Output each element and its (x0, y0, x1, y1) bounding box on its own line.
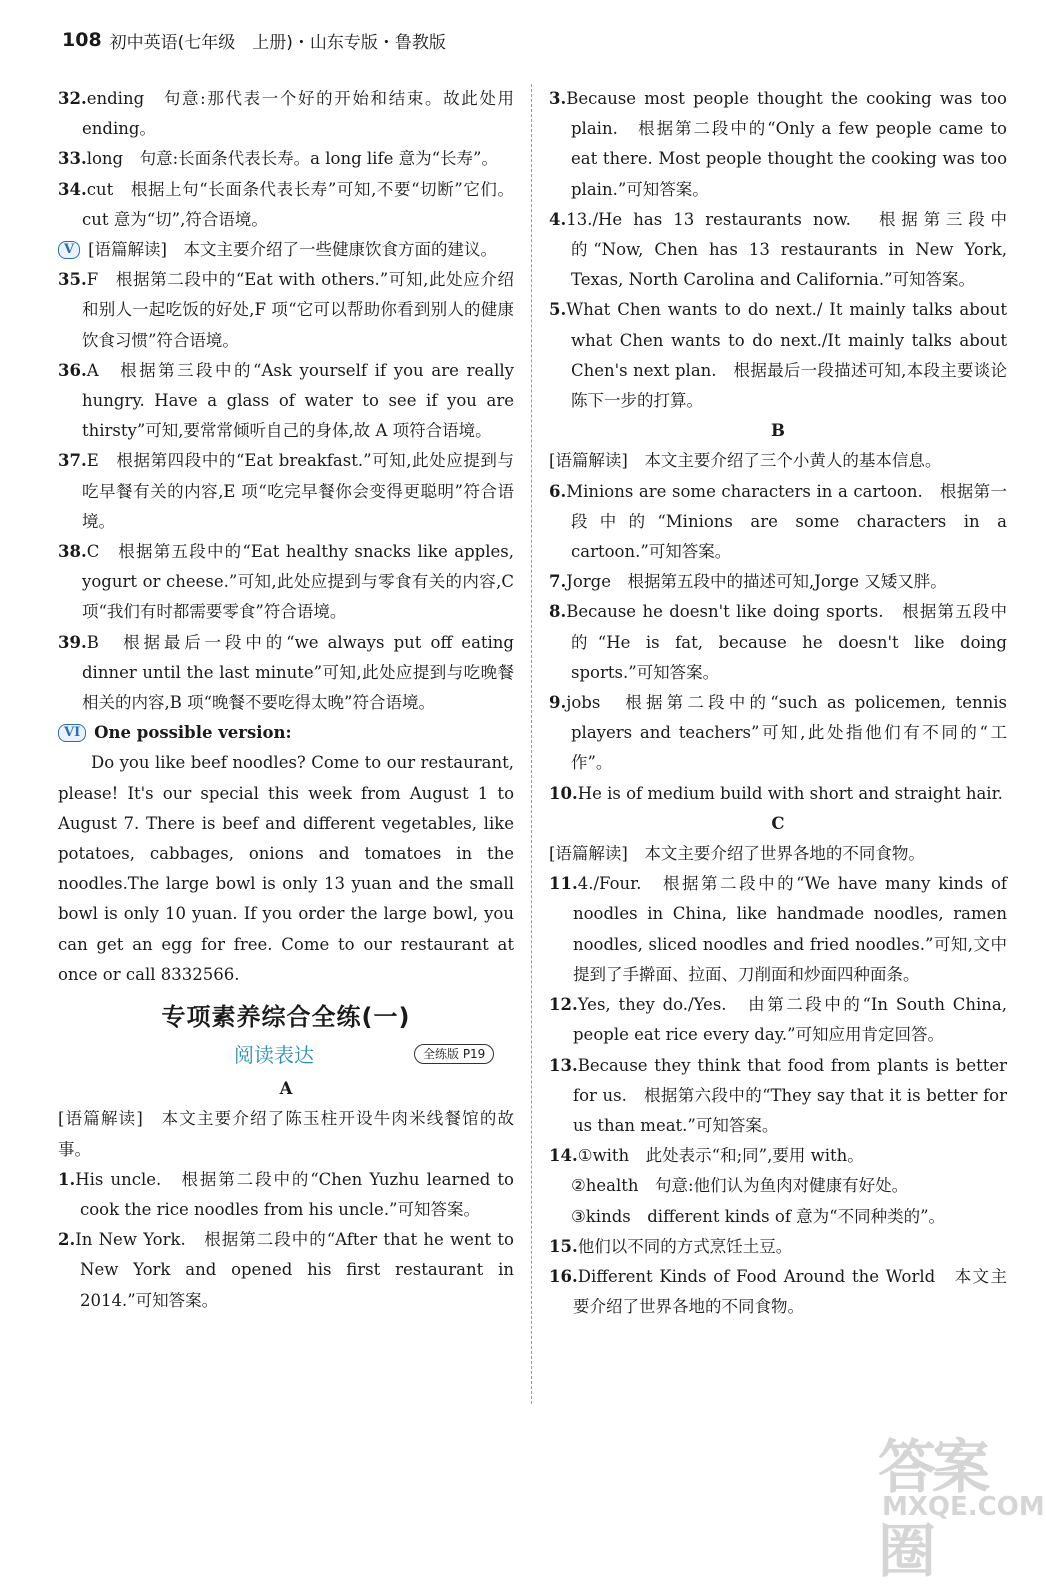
section-badge-v: V (58, 241, 80, 259)
answer-item: 11.4./Four. 根据第二段中的“We have many kinds of noodles in China, like handmade noodles, ramen noodles, sliced noodles and fried noodles.”可知,文中提到了手擀面、拉面、刀削面和炒面四种面条。 (549, 874, 1007, 984)
answer-item: 1.His uncle. 根据第二段中的“Chen Yuzhu learned to cook the rice noodles from his uncle.”可知答案。 (58, 1169, 514, 1219)
answer-item: 4.13./He has 13 restaurants now. 根据第三段中的“Now, Chen has 13 restaurants in New York, Texas, North Carolina and California.”可知答案。 (549, 209, 1007, 290)
section-title: 专项素养综合全练(一) (161, 1003, 411, 1032)
page-header (62, 22, 446, 58)
answer-item: 10.He is of medium build with short and straight hair. (549, 783, 1003, 803)
subsection-header (58, 1038, 514, 1074)
watermark-cn: 答案圈 (878, 1433, 987, 1585)
answer-list (549, 869, 1007, 1141)
passage-intro: V [语篇解读] 本文主要介绍了一些健康饮食方面的建议。 (58, 235, 514, 265)
column-divider (531, 84, 532, 1404)
answer-item: 15.他们以不同的方式烹饪土豆。 (549, 1236, 793, 1256)
model-essay: Do you like beef noodles? Come to our restaurant, please! It's our special this week from August 1 to August 7. There is beef and different vegetables, like potatoes, cabbages, onions and tomatoes in the noodles.The large bowl is only 13 yuan and the small bowl is only 10 yuan. If you order the large bowl, you can get an egg for free. Come to our restaurant at once or call 8332566. (58, 753, 514, 984)
answer-item: 37.E 根据第四段中的“Eat breakfast.”可知,此处应提到与吃早餐有关的内容,E 项“吃完早餐你会变得更聪明”符合语境。 (58, 451, 514, 531)
answer-item: 13.Because they think that food from plants is better for us. 根据第六段中的“They say that it is better for us than meat.”可知答案。 (549, 1055, 1007, 1135)
answer-item: 12.Yes, they do./Yes. 由第二段中的“In South China, people eat rice every day.”可知应用肯定回答。 (549, 995, 1007, 1045)
passage-intro: [语篇解读] 本文主要介绍了世界各地的不同食物。 (549, 844, 925, 864)
part-label-b: B (771, 421, 785, 441)
passage-intro: [语篇解读] 本文主要介绍了陈玉柱开设牛肉米线餐馆的故事。 (58, 1109, 514, 1159)
answer-list (549, 1232, 1007, 1323)
passage-intro: [语篇解读] 本文主要介绍了三个小黄人的基本信息。 (549, 451, 942, 471)
answer-item: 3.Because most people thought the cooking was too plain. 根据第二段中的“Only a few people came to eat there. Most people thought the cooking was too plain.”可知答案。 (549, 89, 1007, 199)
part-label-a: A (279, 1079, 293, 1099)
answer-item-14-b: ②health 句意:他们认为鱼肉对健康有好处。 (571, 1176, 909, 1196)
answer-item: 6.Minions are some characters in a cartoon. 根据第一段中的“Minions are some characters in a cartoon.”可知答案。 (549, 481, 1007, 562)
answer-item: 34.cut 根据上句“长面条代表长寿”可知,不要“切断”它们。cut 意为“切”,符合语境。 (58, 179, 514, 229)
answer-item: 39.B 根据最后一段中的“we always put off eating dinner until the last minute”可知,此处应提到与吃晚餐相关的内容,B 项“晚餐不要吃得太晚”符合语境。 (58, 632, 514, 713)
answer-item-14-c: ③kinds different kinds of 意为“不同种类的”。 (571, 1206, 946, 1226)
answer-item-14: 14.①with 此处表示“和;同”,要用 with。 (549, 1146, 864, 1166)
right-column (549, 84, 1007, 1322)
answer-item: 38.C 根据第五段中的“Eat healthy snacks like apples, yogurt or cheese.”可知,此处应提到与零食有关的内容,C 项“我们有时都需要零食”符合语境。 (58, 542, 514, 622)
left-column (58, 84, 514, 1316)
watermark-logo (878, 1420, 1045, 1585)
answer-item: 36.A 根据第三段中的“Ask yourself if you are really hungry. Have a glass of water to see if you are thirsty”可知,要常常倾听自己的身体,故 A 项符合语境。 (58, 360, 514, 441)
answer-item: 16.Different Kinds of Food Around the World 本文主要介绍了世界各地的不同食物。 (549, 1266, 1007, 1317)
answer-item: 8.Because he doesn't like doing sports. 根据第五段中的“He is fat, because he doesn't like doing sports.”可知答案。 (549, 602, 1007, 682)
answer-list (549, 477, 1007, 809)
answer-item: 5.What Chen wants to do next./ It mainly talks about what Chen wants to do next./It mainly talks about Chen's next plan. 根据最后一段描述可知,本段主要谈论陈下一步的打算。 (549, 300, 1007, 411)
answer-list (58, 84, 514, 235)
section-badge-vi: VI (58, 724, 86, 742)
book-title: 初中英语(七年级 上册)・山东专版・鲁教版 (109, 32, 446, 53)
page-number: 108 (62, 29, 102, 51)
answer-item: 2.In New York. 根据第二段中的“After that he went to New York and opened his first restaurant in 2014.”可知答案。 (58, 1230, 514, 1310)
writing-heading: VI One possible version: (58, 718, 514, 748)
answer-item: 33.long 句意:长面条代表长寿。a long life 意为“长寿”。 (58, 149, 498, 169)
answer-item: 35.F 根据第二段中的“Eat with others.”可知,此处应介绍和别人一起吃饭的好处,F 项“它可以帮助你看到别人的健康饮食习惯”符合语境。 (58, 270, 514, 350)
answer-list (549, 84, 1007, 416)
part-label-c: C (771, 813, 785, 833)
answer-list (58, 1165, 514, 1316)
answer-list (58, 265, 514, 718)
answer-item: 7.Jorge 根据第五段中的描述可知,Jorge 又矮又胖。 (549, 572, 947, 592)
answer-item: 32.ending 句意:那代表一个好的开始和结束。故此处用 ending。 (58, 89, 514, 139)
subsection-title: 阅读表达 (234, 1043, 314, 1068)
answer-item: 9.jobs 根据第二段中的“such as policemen, tennis players and teachers”可知,此处指他们有不同的“工作”。 (549, 693, 1007, 773)
watermark-en: MXQE.COM (882, 1492, 1045, 1522)
reference-pill: 全练版 P19 (414, 1044, 494, 1064)
